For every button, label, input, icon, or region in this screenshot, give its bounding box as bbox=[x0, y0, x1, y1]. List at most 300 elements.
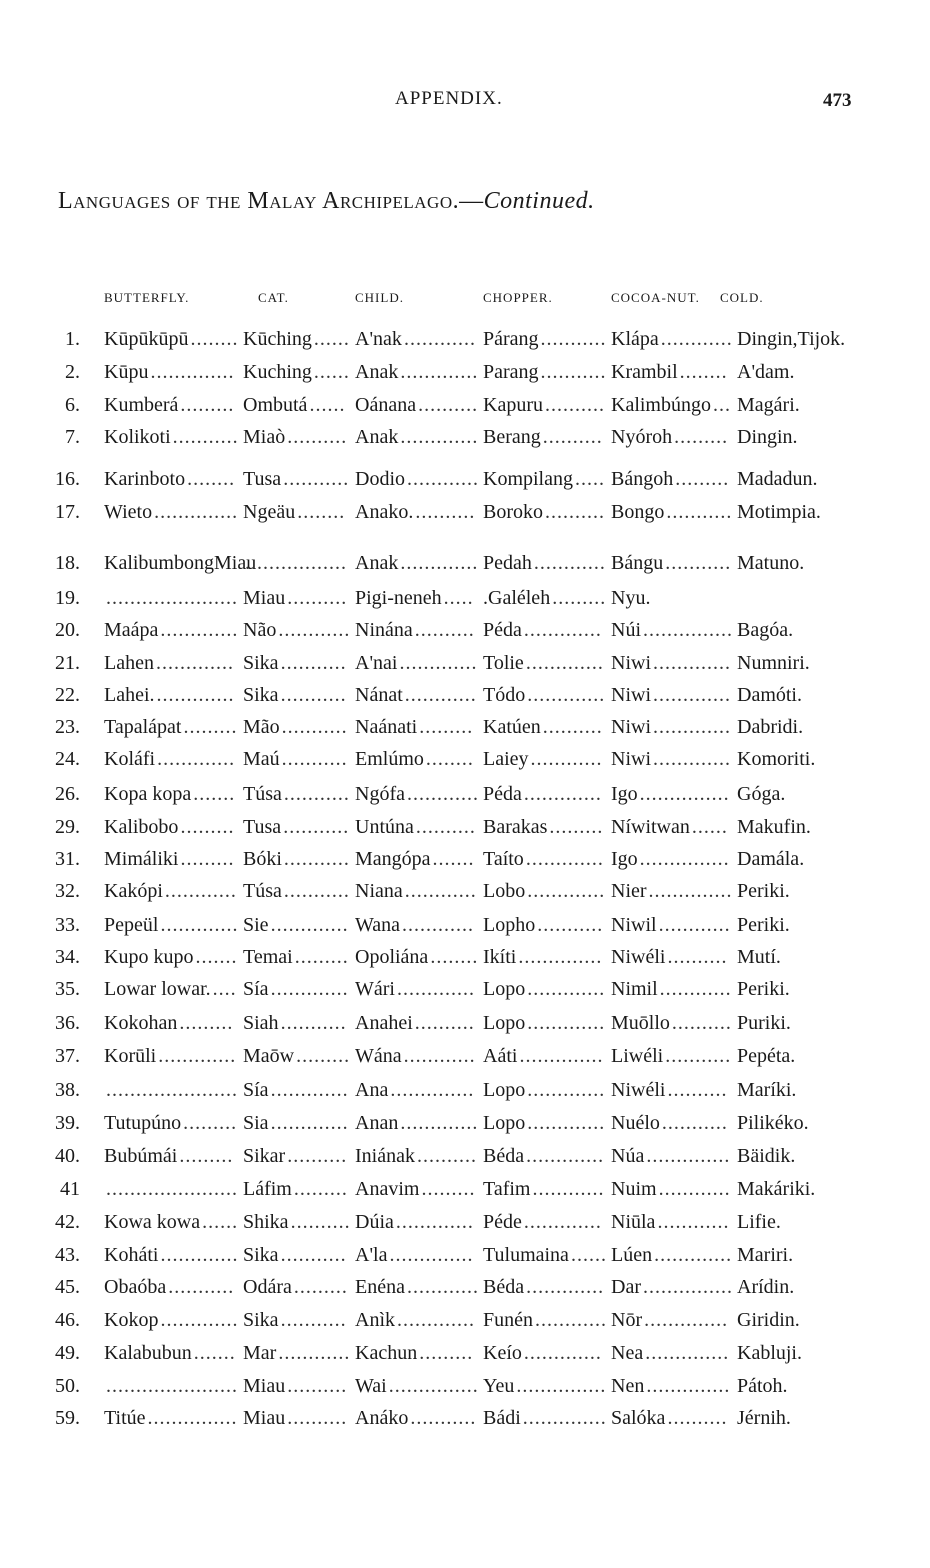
dot-leader: ......... bbox=[674, 426, 729, 448]
dot-leader: ....... bbox=[193, 783, 236, 805]
dot-leader: ....... bbox=[195, 946, 238, 968]
dot-leader: ............. bbox=[160, 1309, 239, 1331]
cell-cold: Periki. bbox=[737, 880, 790, 902]
cell-cold: Bagóa. bbox=[737, 619, 794, 641]
cell-cat: Maōw bbox=[243, 1045, 295, 1067]
table-row bbox=[0, 1076, 930, 1104]
cell-child: Dodio bbox=[355, 468, 405, 490]
dot-leader: ......... bbox=[675, 468, 730, 490]
cell-cocoa-nut: Nimil bbox=[611, 978, 658, 1000]
cell-cocoa-nut: Nuim bbox=[611, 1178, 657, 1200]
cell-chopper: Lopo bbox=[483, 1112, 526, 1134]
cell-chopper: Lopho bbox=[483, 914, 536, 936]
row-number: 35. bbox=[55, 978, 80, 1000]
dot-leader: .......... bbox=[542, 426, 603, 448]
cell-chopper: Yeu bbox=[483, 1375, 515, 1397]
cell-butterfly: Lahei. bbox=[104, 684, 155, 706]
cell-child: Naánati bbox=[355, 716, 418, 738]
cell-chopper: Taíto bbox=[483, 848, 524, 870]
cell-cat: Maú bbox=[243, 748, 280, 770]
dot-leader: .......... bbox=[287, 426, 348, 448]
dot-leader: .......... bbox=[287, 1145, 348, 1167]
table-row bbox=[0, 780, 930, 808]
cell-cat: Ngeäu bbox=[243, 501, 296, 523]
dot-leader: ............. bbox=[526, 1145, 605, 1167]
dot-leader: ............. bbox=[397, 1309, 475, 1331]
dot-leader: ............. bbox=[653, 684, 731, 706]
dot-leader: ........... bbox=[280, 652, 347, 674]
cell-cold: Maríki. bbox=[737, 1079, 797, 1101]
cell-cold: Mutí. bbox=[737, 946, 781, 968]
cell-cocoa-nut: Niwi bbox=[611, 652, 651, 674]
cell-child: Wána bbox=[355, 1045, 402, 1067]
cell-child: A'la bbox=[355, 1244, 388, 1266]
cell-child: Iniának bbox=[355, 1145, 415, 1167]
cell-cat: Sie bbox=[243, 914, 269, 936]
cell-cold: Góga. bbox=[737, 783, 786, 805]
dot-leader: .............. bbox=[390, 1079, 475, 1101]
dot-leader: ............. bbox=[400, 361, 479, 383]
dot-leader: ...... bbox=[313, 361, 350, 383]
cell-cocoa-nut: Niwi bbox=[611, 684, 651, 706]
cell-cat: Sika bbox=[243, 1309, 279, 1331]
dot-leader: ............. bbox=[157, 748, 236, 770]
dot-leader: ............ bbox=[278, 619, 351, 641]
dot-leader: .......... bbox=[287, 1407, 348, 1429]
dot-leader: .... bbox=[212, 978, 237, 1000]
cell-butterfly: Kokop bbox=[104, 1309, 159, 1331]
dot-leader: ............. bbox=[654, 1244, 733, 1266]
section-title-text: Languages of the Malay Archipelago.— bbox=[58, 188, 484, 214]
dot-leader: ........... bbox=[540, 361, 607, 383]
table-row bbox=[0, 1009, 930, 1037]
cell-cat: Sía bbox=[243, 1079, 269, 1101]
cell-chopper: Péda bbox=[483, 783, 522, 805]
cell-cat: Kuching bbox=[243, 361, 312, 383]
dot-leader: .......... bbox=[542, 716, 603, 738]
table-row bbox=[0, 1208, 930, 1236]
page-header bbox=[0, 88, 930, 118]
cell-cold: Madadun. bbox=[737, 468, 818, 490]
cell-chopper: Tulumaina bbox=[483, 1244, 569, 1266]
cell-chopper: Pedah bbox=[483, 552, 532, 574]
dot-leader: ............. bbox=[400, 552, 479, 574]
dot-leader: ..... bbox=[575, 468, 605, 490]
dot-leader: ........... bbox=[281, 748, 348, 770]
cell-cold: Dingin,Tijok. bbox=[737, 328, 846, 350]
dot-leader: ......... bbox=[179, 1145, 234, 1167]
cell-cold: Matuno. bbox=[737, 552, 805, 574]
dot-leader: .............. bbox=[648, 880, 733, 902]
row-number: 21. bbox=[55, 652, 80, 674]
cell-cold: Periki. bbox=[737, 978, 790, 1000]
cell-cold: Pepéta. bbox=[737, 1045, 796, 1067]
table-row bbox=[0, 975, 930, 1003]
cell-butterfly: Mimáliki bbox=[104, 848, 179, 870]
cell-chopper: Kompilang bbox=[483, 468, 573, 490]
dot-leader: ........... bbox=[537, 914, 604, 936]
dot-leader: .............. bbox=[154, 501, 239, 523]
cell-cat: Sika bbox=[243, 1244, 279, 1266]
dot-leader: ............. bbox=[523, 619, 602, 641]
row-number: 17. bbox=[55, 501, 80, 523]
dot-leader: ............. bbox=[523, 783, 602, 805]
dot-leader: ............... bbox=[643, 619, 733, 641]
row-number: 22. bbox=[55, 684, 80, 706]
cell-cat: Túsa bbox=[243, 880, 282, 902]
dot-leader: .............. bbox=[644, 1309, 729, 1331]
dot-leader: ............ bbox=[403, 1045, 476, 1067]
cell-cat: Tusa bbox=[243, 816, 282, 838]
row-number: 45. bbox=[55, 1276, 80, 1298]
dot-leader: ............. bbox=[527, 978, 606, 1000]
cell-child: Ngófa bbox=[355, 783, 405, 805]
table-row bbox=[0, 713, 930, 741]
row-number: 50. bbox=[55, 1375, 80, 1397]
dot-leader: .......... bbox=[290, 1211, 351, 1233]
dot-leader: ............ bbox=[402, 914, 475, 936]
cell-butterfly: Kalibobo bbox=[104, 816, 179, 838]
dot-leader: ............. bbox=[396, 978, 475, 1000]
dot-leader: .......... bbox=[544, 394, 605, 416]
column-header-cocoa-nut: COCOA-NUT. bbox=[611, 290, 700, 305]
cell-chopper: Péde bbox=[483, 1211, 522, 1233]
cell-cocoa-nut: Núa bbox=[611, 1145, 645, 1167]
table-row bbox=[0, 649, 930, 677]
cell-chopper: Ikíti bbox=[483, 946, 517, 968]
dot-leader: ................. bbox=[245, 552, 347, 574]
cell-butterfly: Kokohan bbox=[104, 1012, 178, 1034]
cell-chopper: Béda bbox=[483, 1276, 525, 1298]
dot-leader: ............. bbox=[527, 1112, 606, 1134]
dot-leader: ...... bbox=[309, 394, 346, 416]
cell-child: Ana bbox=[355, 1079, 389, 1101]
cell-cocoa-nut: Niwi bbox=[611, 716, 651, 738]
dot-leader: ...................... bbox=[106, 1375, 238, 1397]
row-number: 26. bbox=[55, 783, 80, 805]
cell-child: Oánana bbox=[355, 394, 417, 416]
cell-chopper: Bádi bbox=[483, 1407, 521, 1429]
cell-chopper: Péda bbox=[483, 619, 522, 641]
cell-cat: Tusa bbox=[243, 468, 282, 490]
cell-child: Wana bbox=[355, 914, 401, 936]
dot-leader: .......... bbox=[414, 619, 475, 641]
cell-cold: Makáriki. bbox=[737, 1178, 816, 1200]
row-number: 59. bbox=[55, 1407, 80, 1429]
cell-cocoa-nut: Klápa bbox=[611, 328, 659, 350]
cell-chopper: Berang bbox=[483, 426, 541, 448]
row-number: 43. bbox=[55, 1244, 80, 1266]
cell-cocoa-nut: Muōllo bbox=[611, 1012, 670, 1034]
cell-cocoa-nut: Núi bbox=[611, 619, 641, 641]
cell-cocoa-nut: Krambil bbox=[611, 361, 678, 383]
row-number: 2. bbox=[65, 361, 80, 383]
dot-leader: ...................... bbox=[106, 587, 238, 609]
cell-cat: Sika bbox=[243, 652, 279, 674]
cell-butterfly: Kowa kowa bbox=[104, 1211, 201, 1233]
dot-leader: ........... bbox=[283, 468, 350, 490]
cell-child: Emlúmo bbox=[355, 748, 424, 770]
dot-leader: ......... bbox=[293, 1178, 348, 1200]
dot-leader: ........ bbox=[430, 946, 479, 968]
dot-leader: ............. bbox=[158, 1045, 237, 1067]
table-row bbox=[0, 1273, 930, 1301]
cell-butterfly: Kopa kopa bbox=[104, 783, 192, 805]
table-row bbox=[0, 584, 930, 612]
table-row bbox=[0, 943, 930, 971]
dot-leader: .............. bbox=[150, 361, 235, 383]
cell-cocoa-nut: Nier bbox=[611, 880, 647, 902]
cell-child: Ninána bbox=[355, 619, 413, 641]
dot-leader: ............. bbox=[525, 848, 604, 870]
page-number: 473 bbox=[823, 90, 852, 111]
dot-leader: ......... bbox=[179, 1012, 234, 1034]
cell-cat: Miau bbox=[243, 1375, 286, 1397]
dot-leader: ... bbox=[713, 394, 731, 416]
cell-butterfly: Wieto bbox=[104, 501, 153, 523]
cell-cat: Sikar bbox=[243, 1145, 286, 1167]
table-row bbox=[0, 325, 930, 353]
dot-leader: ...... bbox=[202, 1211, 239, 1233]
cell-chopper: .Galéleh bbox=[483, 587, 551, 609]
cell-cold: Numniri. bbox=[737, 652, 810, 674]
cell-butterfly: Bubúmái bbox=[104, 1145, 178, 1167]
dot-leader: ........ bbox=[190, 328, 239, 350]
dot-leader: ........... bbox=[540, 328, 607, 350]
dot-leader: .......... bbox=[418, 394, 479, 416]
cell-cocoa-nut: Niwil bbox=[611, 914, 657, 936]
dot-leader: ........ bbox=[297, 501, 346, 523]
table-row bbox=[0, 1306, 930, 1334]
dot-leader: ............. bbox=[523, 1342, 602, 1364]
dot-leader: ............. bbox=[395, 1211, 474, 1233]
dot-leader: ......... bbox=[294, 946, 349, 968]
dot-leader: .............. bbox=[389, 1244, 474, 1266]
cell-cocoa-nut: Nen bbox=[611, 1375, 645, 1397]
cell-butterfly: Kalabubun bbox=[104, 1342, 192, 1364]
dot-leader: ............. bbox=[526, 1276, 605, 1298]
cell-chopper: Barakas bbox=[483, 816, 548, 838]
dot-leader: ......... bbox=[180, 848, 235, 870]
row-number: 23. bbox=[55, 716, 80, 738]
table-row bbox=[0, 498, 930, 526]
dot-leader: ............. bbox=[653, 748, 731, 770]
cell-cat: Kūching bbox=[243, 328, 312, 350]
cell-butterfly: Korūli bbox=[104, 1045, 157, 1067]
table-row bbox=[0, 877, 930, 905]
cell-cat: Miaò bbox=[243, 426, 286, 448]
cell-chopper: Aáti bbox=[483, 1045, 518, 1067]
cell-butterfly: Kūpūkūpū bbox=[104, 328, 189, 350]
cell-cocoa-nut: Nyu. bbox=[611, 587, 651, 609]
row-number: 19. bbox=[55, 587, 80, 609]
dot-leader: ....... bbox=[193, 1342, 236, 1364]
dot-leader: ............ bbox=[406, 783, 479, 805]
dot-leader: ...... bbox=[570, 1244, 607, 1266]
running-head: APPENDIX. bbox=[395, 88, 503, 109]
dot-leader: ........... bbox=[666, 501, 733, 523]
dot-leader: ............ bbox=[403, 328, 476, 350]
cell-cold: Pátoh. bbox=[737, 1375, 788, 1397]
dot-leader: ..... bbox=[443, 587, 474, 609]
dot-leader: ........... bbox=[283, 783, 350, 805]
table-row bbox=[0, 1404, 930, 1432]
row-number: 36. bbox=[55, 1012, 80, 1034]
row-number: 32. bbox=[55, 880, 80, 902]
cell-child: Mangópa bbox=[355, 848, 431, 870]
cell-chopper: Laiey bbox=[483, 748, 529, 770]
cell-child: Untúna bbox=[355, 816, 414, 838]
cell-cocoa-nut: Nuélo bbox=[611, 1112, 660, 1134]
cell-child: Nánat bbox=[355, 684, 403, 706]
row-number: 37. bbox=[55, 1045, 80, 1067]
cell-child: Dúia bbox=[355, 1211, 394, 1233]
dot-leader: ............... bbox=[639, 783, 730, 805]
cell-butterfly: Obaóba bbox=[104, 1276, 167, 1298]
dot-leader: ............. bbox=[527, 1079, 606, 1101]
cell-cat: Odára bbox=[243, 1276, 292, 1298]
cell-chopper: Párang bbox=[483, 328, 539, 350]
cell-chopper: Boroko bbox=[483, 501, 543, 523]
cell-cold: Jérnih. bbox=[737, 1407, 791, 1429]
cell-cold: Lifie. bbox=[737, 1211, 781, 1233]
dot-leader: ............... bbox=[388, 1375, 479, 1397]
dot-leader: ............ bbox=[404, 684, 477, 706]
cell-cat: Túsa bbox=[243, 783, 282, 805]
cell-butterfly: Pepeül bbox=[104, 914, 159, 936]
cell-butterfly: Kolikoti bbox=[104, 426, 171, 448]
row-number: 46. bbox=[55, 1309, 80, 1331]
dot-leader: ............. bbox=[270, 1079, 349, 1101]
cell-cat: Miau bbox=[243, 587, 286, 609]
dot-leader: ............ bbox=[530, 748, 603, 770]
cell-cat: Siah bbox=[243, 1012, 279, 1034]
dot-leader: ........... bbox=[280, 1012, 347, 1034]
dot-leader: ...... bbox=[313, 328, 350, 350]
cell-child: Anak bbox=[355, 361, 399, 383]
dot-leader: .......... bbox=[416, 1145, 477, 1167]
dot-leader: ......... bbox=[296, 1045, 351, 1067]
row-number: 29. bbox=[55, 816, 80, 838]
dot-leader: ............. bbox=[525, 652, 604, 674]
dot-leader: ............ bbox=[278, 1342, 351, 1364]
cell-cocoa-nut: Nea bbox=[611, 1342, 644, 1364]
cell-butterfly: Tutupúno bbox=[104, 1112, 182, 1134]
row-number: 41 bbox=[60, 1178, 80, 1200]
dot-leader: ........... bbox=[280, 1244, 347, 1266]
cell-butterfly: Kūpu bbox=[104, 361, 149, 383]
dot-leader: ......... bbox=[421, 1178, 476, 1200]
table-row bbox=[0, 465, 930, 493]
cell-child: Pigi-neneh bbox=[355, 587, 442, 609]
dot-leader: ............ bbox=[659, 978, 732, 1000]
cell-cold: Dingin. bbox=[737, 426, 798, 448]
dot-leader: ............. bbox=[400, 1112, 479, 1134]
dot-leader: ........... bbox=[283, 816, 350, 838]
table-row bbox=[0, 1372, 930, 1400]
cell-chopper: Katúen bbox=[483, 716, 541, 738]
dot-leader: ............ bbox=[407, 468, 479, 490]
cell-cat: Shika bbox=[243, 1211, 289, 1233]
cell-child: Enéna bbox=[355, 1276, 405, 1298]
dot-leader: .............. bbox=[518, 946, 603, 968]
cell-child: Wai bbox=[355, 1375, 387, 1397]
cell-cold: Arídin. bbox=[737, 1276, 795, 1298]
row-number: 33. bbox=[55, 914, 80, 936]
table-row bbox=[0, 681, 930, 709]
section-title-continued: Continued. bbox=[483, 188, 595, 214]
cell-butterfly: Kumberá bbox=[104, 394, 179, 416]
dot-leader: ............... bbox=[516, 1375, 607, 1397]
table-row bbox=[0, 911, 930, 939]
cell-cocoa-nut: Niwéli bbox=[611, 1079, 666, 1101]
cell-chopper: Keío bbox=[483, 1342, 522, 1364]
cell-chopper: Tolie bbox=[483, 652, 524, 674]
dot-leader: ............ bbox=[658, 914, 731, 936]
dot-leader: ............. bbox=[653, 652, 731, 674]
table-row bbox=[0, 391, 930, 419]
cell-cat: Mar bbox=[243, 1342, 277, 1364]
dot-leader: ............ bbox=[406, 1276, 479, 1298]
row-number: 34. bbox=[55, 946, 80, 968]
cell-chopper: Lopo bbox=[483, 978, 526, 1000]
cell-cold: A'dam. bbox=[737, 361, 795, 383]
cell-cat: Temai bbox=[243, 946, 293, 968]
row-number: 18. bbox=[55, 552, 80, 574]
cell-cocoa-nut: Níwitwan bbox=[611, 816, 690, 838]
dot-leader: ............ bbox=[535, 1309, 607, 1331]
column-header-cat: CAT. bbox=[258, 290, 289, 305]
cell-chopper: Funén bbox=[483, 1309, 533, 1331]
cell-cat: Sika bbox=[243, 684, 279, 706]
cell-child: Anan bbox=[355, 1112, 399, 1134]
dot-leader: .......... bbox=[545, 501, 605, 523]
dot-leader: .......... bbox=[287, 1375, 348, 1397]
column-header-cold: COLD. bbox=[720, 290, 764, 305]
row-number: 24. bbox=[55, 748, 80, 770]
cell-cocoa-nut: Kalimbúngo bbox=[611, 394, 711, 416]
dot-leader: ........ bbox=[425, 748, 474, 770]
cell-cold: Makufin. bbox=[737, 816, 811, 838]
row-number: 39. bbox=[55, 1112, 80, 1134]
table-row bbox=[0, 1339, 930, 1367]
dot-leader: ........... bbox=[280, 1309, 347, 1331]
dot-leader: .............. bbox=[522, 1407, 607, 1429]
cell-child: Anáko bbox=[355, 1407, 409, 1429]
table-row bbox=[0, 549, 930, 577]
cell-cat: Não bbox=[243, 619, 277, 641]
cell-cocoa-nut: Bongo bbox=[611, 501, 665, 523]
row-number: 1. bbox=[65, 328, 80, 350]
cell-child: Anìk bbox=[355, 1309, 395, 1331]
cell-butterfly: Lowar lowar. bbox=[104, 978, 211, 1000]
cell-chopper: Kapuru bbox=[483, 394, 543, 416]
dot-leader: ......... bbox=[183, 716, 238, 738]
dot-leader: ............. bbox=[156, 684, 235, 706]
cell-cold: Pilikéko. bbox=[737, 1112, 809, 1134]
cell-butterfly: Kakópi bbox=[104, 880, 163, 902]
dot-leader: ............ bbox=[660, 328, 733, 350]
dot-leader: ............. bbox=[527, 684, 606, 706]
dot-leader: ........... bbox=[283, 848, 350, 870]
dot-leader: ............. bbox=[399, 652, 478, 674]
dot-leader: ........... bbox=[410, 1407, 477, 1429]
cell-cold: Mariri. bbox=[737, 1244, 794, 1266]
dot-leader: ......... bbox=[183, 1112, 238, 1134]
dot-leader: .............. bbox=[645, 1342, 730, 1364]
cell-butterfly: Koháti bbox=[104, 1244, 159, 1266]
cell-butterfly: Lahen bbox=[104, 652, 154, 674]
